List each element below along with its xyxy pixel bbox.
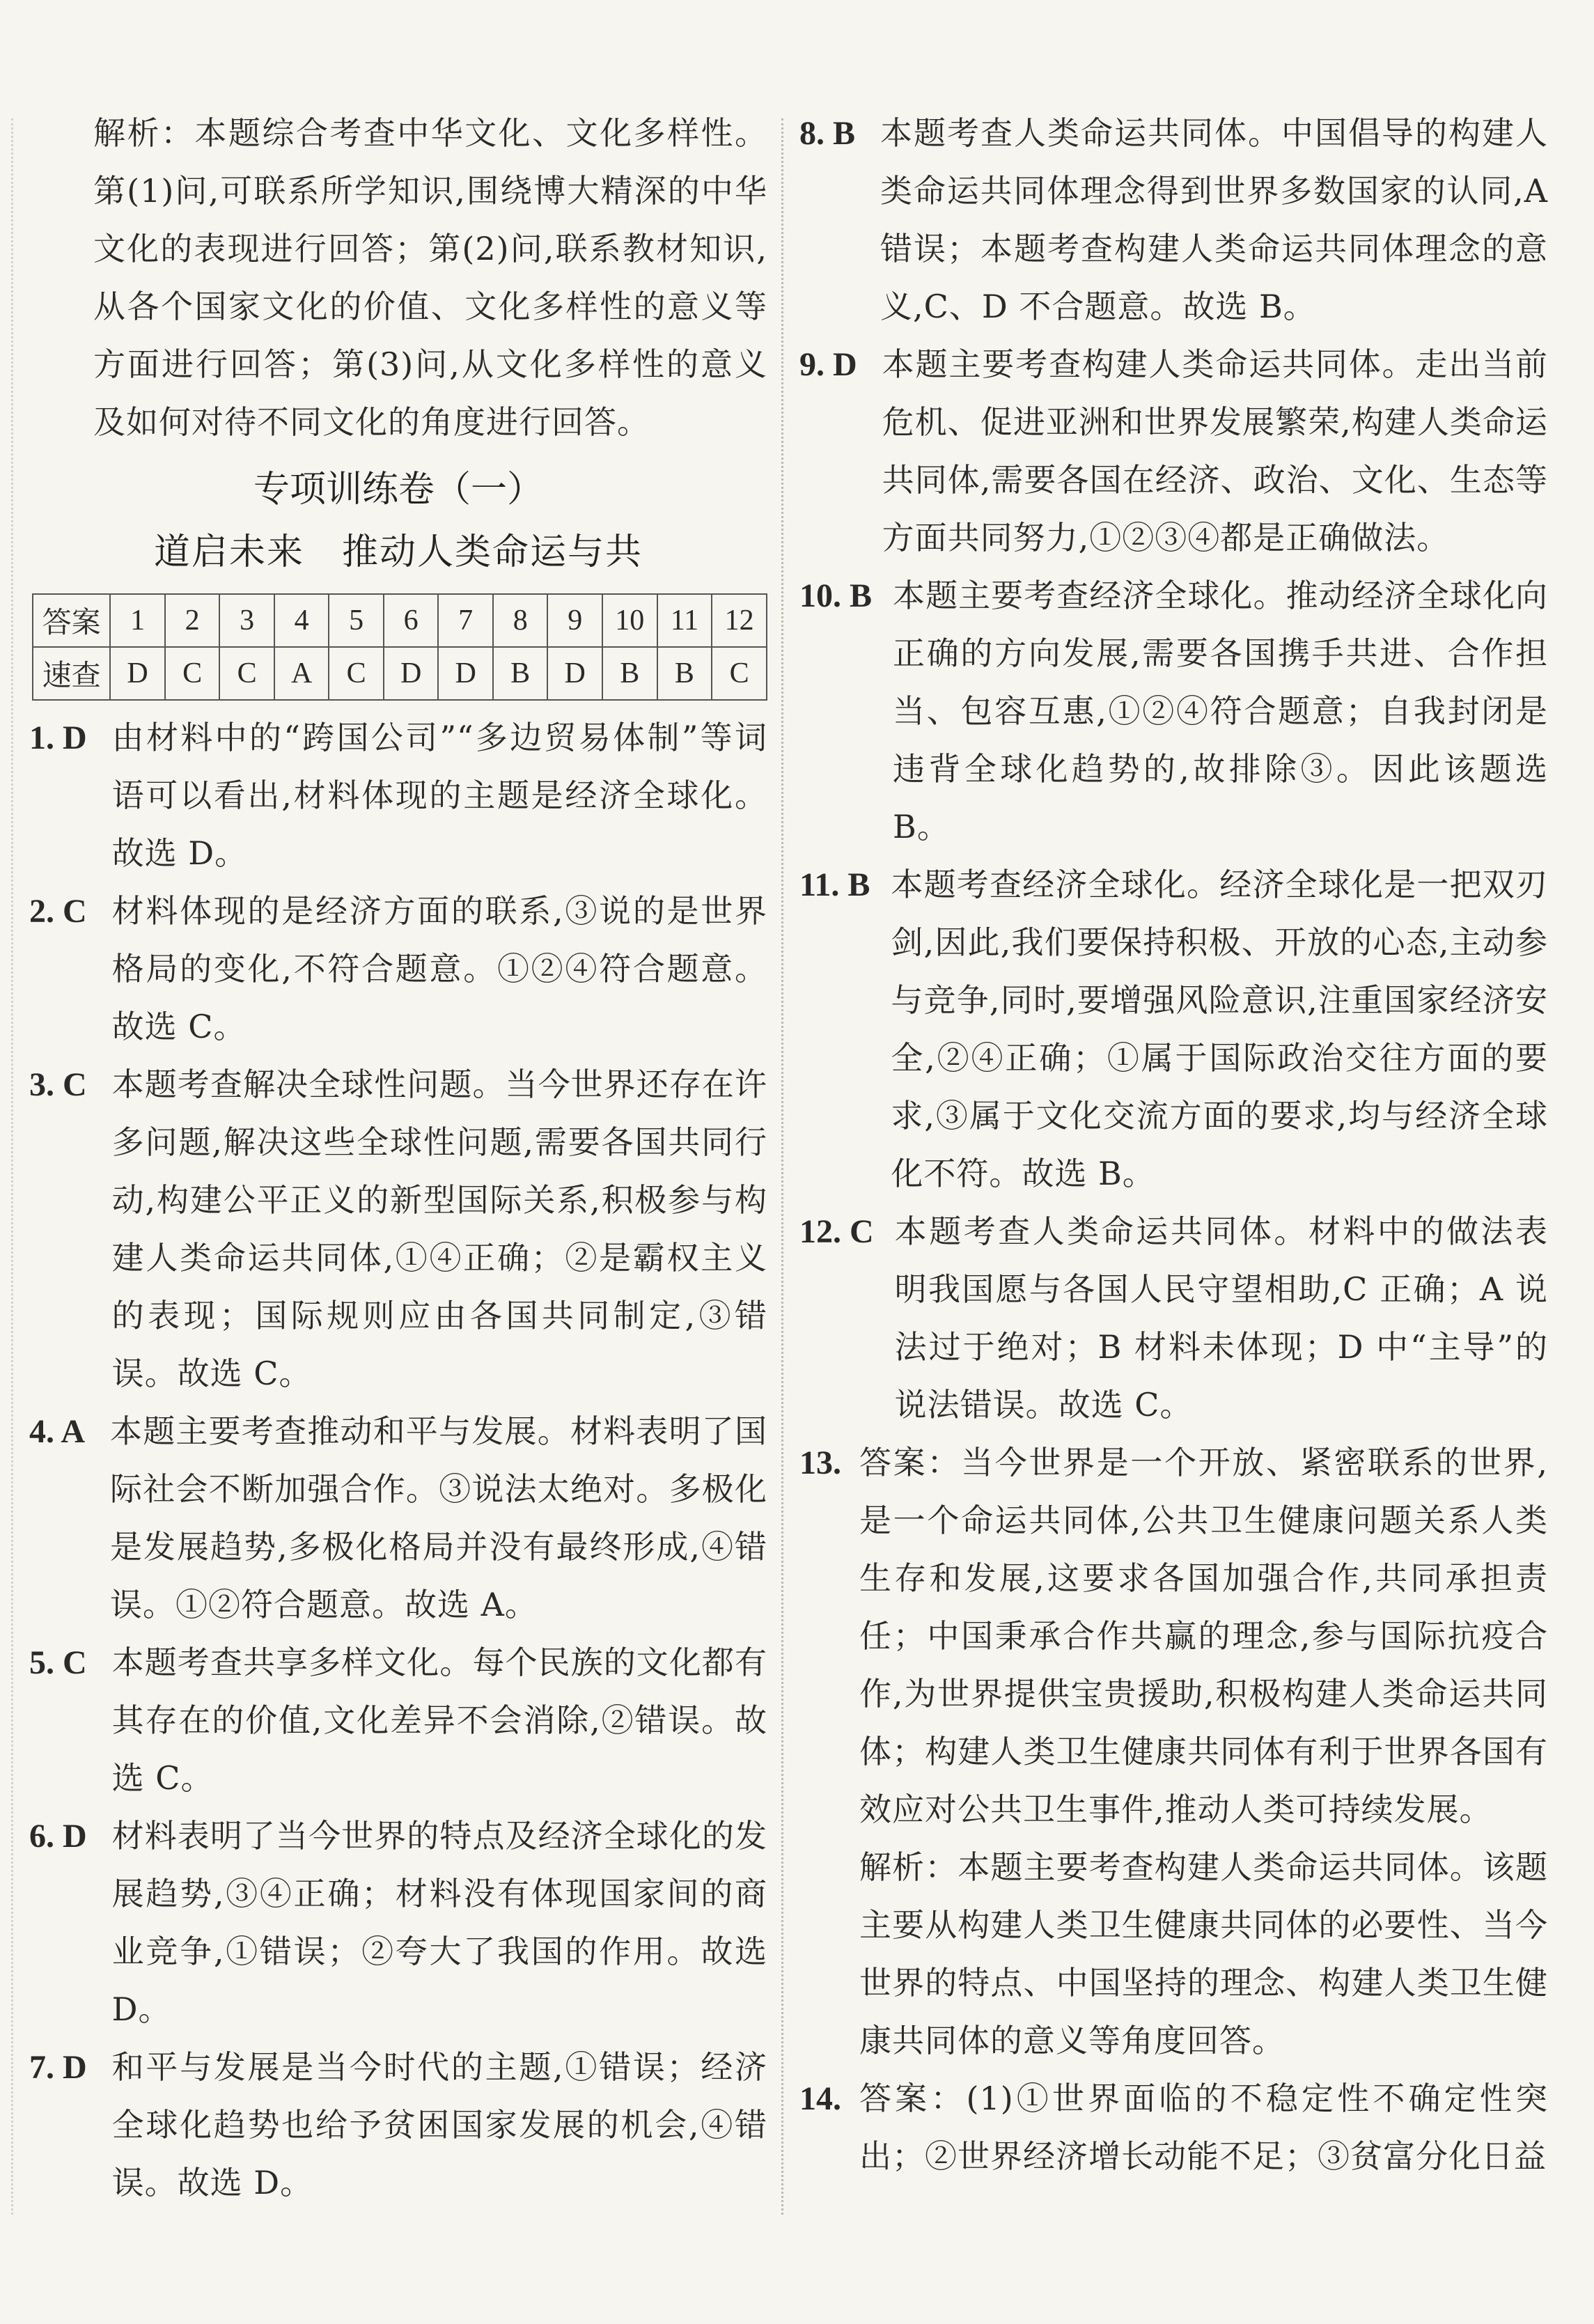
answer-table-answer: B <box>657 647 712 700</box>
answer-item <box>799 336 1548 567</box>
item-number: 6. D <box>29 1818 87 1855</box>
question-14 <box>799 2070 1548 2185</box>
answer-table-header-label: 答案 <box>33 594 110 647</box>
item-number: 11. B <box>799 866 870 903</box>
q14-answer-label: 答案： <box>859 2080 967 2117</box>
left-margin-dotted-line <box>11 118 13 2215</box>
answer-table-number: 12 <box>712 594 767 647</box>
answer-table-number: 7 <box>438 594 493 647</box>
item-number: 1. D <box>29 719 87 756</box>
q13-answer-text: 当今世界是一个开放、紧密联系的世界,是一个命运共同体,公共卫生健康问题关系人类生存和发展,这要求各国加强合作,共同承担责任；中国秉承合作共赢的理念,参与国际抗疫合作,为世界提供宝贵援助,积极构建人类命运共同体；构建人类卫生健康共同体有利于世界各国有效应对公共卫生事件,推动人类可持续发展。 <box>859 1444 1549 1828</box>
intro-text: 本题综合考查中华文化、文化多样性。第(1)问,可联系所学知识,围绕博大精深的中华文化的表现进行回答；第(2)问,联系教材知识,从各个国家文化的价值、文化多样性的意义等方面进行回答；第(3)问,从文化多样性的意义及如何对待不同文化的角度进行回答。 <box>93 114 768 441</box>
column-divider <box>781 118 783 2215</box>
item-number: 2. C <box>29 893 87 930</box>
answer-item <box>799 567 1548 856</box>
item-number: 9. D <box>799 346 857 383</box>
answer-item <box>29 2038 767 2212</box>
answer-table-number: 9 <box>547 594 602 647</box>
answer-table <box>32 593 767 701</box>
item-text: 本题考查人类命运共同体。材料中的做法表明我国愿与各国人民守望相助,C 正确；A 说法过于绝对；B 材料未体现；D 中“主导”的说法错误。故选 C。 <box>894 1212 1548 1424</box>
item-number: 10. B <box>799 577 873 614</box>
answer-table-answer: D <box>110 647 165 700</box>
q14-body <box>859 2070 1548 2185</box>
answer-table-number: 8 <box>493 594 548 647</box>
item-number: 5. C <box>29 1644 87 1681</box>
item-text: 本题主要考查推动和平与发展。材料表明了国际社会不断加强合作。③说法太绝对。多极化是发展趋势,多极化格局并没有最终形成,④错误。①②符合题意。故选 A。 <box>110 1412 767 1623</box>
q13-answer <box>859 1434 1548 1839</box>
answer-table-answer: A <box>274 647 329 700</box>
answer-table-answer: D <box>438 647 493 700</box>
item-text: 本题考查经济全球化。经济全球化是一把双刃剑,因此,我们要保持积极、开放的心态,主动参与竞争,同时,要增强风险意识,注重国家经济安全,②④正确；①属于国际政治交往方面的要求,③属于文化交流方面的要求,均与经济全球化不符。故选 B。 <box>891 866 1548 1192</box>
item-number: 3. C <box>29 1066 87 1103</box>
item-number: 13. <box>799 1444 841 1481</box>
q13-analysis <box>859 1839 1548 2070</box>
q13-body <box>859 1434 1548 2070</box>
answer-table-answer: B <box>493 647 548 700</box>
intro-label: 解析： <box>93 114 195 152</box>
item-text: 本题主要考查经济全球化。推动经济全球化向正确的方向发展,需要各国携手共进、合作担当、包容互惠,①②④符合题意；自我封闭是违背全球化趋势的,故排除③。因此该题选 B。 <box>893 577 1548 845</box>
answer-table-number-row <box>33 594 767 647</box>
item-text: 本题主要考查构建人类命运共同体。走出当前危机、促进亚洲和世界发展繁荣,构建人类命运共同体,需要各国在经济、政治、文化、生态等方面共同努力,①②③④都是正确做法。 <box>882 345 1548 556</box>
item-number: 8. B <box>799 115 856 152</box>
item-text: 本题考查解决全球性问题。当今世界还存在许多问题,解决这些全球性问题,需要各国共同行动,构建公平正义的新型国际关系,积极参与构建人类命运共同体,①④正确；②是霸权主义的表现；国际规则应由各国共同制定,③错误。故选 C。 <box>111 1066 767 1392</box>
answer-table-number: 5 <box>329 594 384 647</box>
answer-table-answer-row <box>33 647 767 700</box>
answer-item <box>29 1403 767 1634</box>
q13-analysis-text: 本题主要考查构建人类命运共同体。该题主要从构建人类卫生健康共同体的必要性、当今世界的特点、中国坚持的理念、构建人类卫生健康共同体的意义等角度回答。 <box>859 1848 1549 2059</box>
question-13 <box>799 1434 1548 2070</box>
answer-table-answer: B <box>602 647 657 700</box>
item-number: 14. <box>799 2080 841 2117</box>
answer-item <box>29 709 767 882</box>
item-text: 材料体现的是经济方面的联系,③说的是世界格局的变化,不符合题意。①②④符合题意。故选 C。 <box>111 892 767 1045</box>
answer-table-answer: C <box>219 647 274 700</box>
answer-item <box>799 856 1548 1203</box>
section-subtitle: 道启未来 推动人类命运与共 <box>153 531 643 573</box>
answer-table-answer: D <box>384 647 439 700</box>
item-text: 由材料中的“跨国公司”“多边贸易体制”等词语可以看出,材料体现的主题是经济全球化。故选 D。 <box>111 719 767 872</box>
intro-analysis <box>29 104 767 451</box>
answer-table-number: 6 <box>384 594 439 647</box>
item-number: 4. A <box>29 1413 86 1450</box>
answer-table-answer: C <box>329 647 384 700</box>
item-text: 材料表明了当今世界的特点及经济全球化的发展趋势,③④正确；材料没有体现国家间的商业竞争,①错误；②夸大了我国的作用。故选 D。 <box>111 1817 767 2028</box>
left-column <box>29 104 767 2212</box>
q13-answer-label: 答案： <box>859 1444 962 1481</box>
answer-item <box>29 882 767 1056</box>
item-text: 本题考查共享多样文化。每个民族的文化都有其存在的价值,文化差异不会消除,②错误。故选 C。 <box>111 1644 767 1797</box>
item-number: 12. C <box>799 1213 874 1250</box>
answer-item <box>29 1634 767 1807</box>
answer-table-row-label: 速查 <box>33 647 110 700</box>
answer-table-answer: D <box>547 647 602 700</box>
answer-table-number: 3 <box>219 594 274 647</box>
answer-item <box>29 1807 767 2038</box>
section-title: 专项训练卷（一） <box>253 469 543 510</box>
item-text: 本题考查人类命运共同体。中国倡导的构建人类命运共同体理念得到世界多数国家的认同,A 错误；本题考查构建人类命运共同体理念的意义,C、D 不合题意。故选 B。 <box>880 114 1548 325</box>
answer-table-number: 4 <box>274 594 329 647</box>
answer-table-answer: C <box>165 647 220 700</box>
answer-table-number: 1 <box>110 594 165 647</box>
answer-table-number: 11 <box>657 594 712 647</box>
item-text: 和平与发展是当今时代的主题,①错误；经济全球化趋势也给予贫困国家发展的机会,④错误。故选 D。 <box>111 2048 767 2201</box>
q14-answer <box>859 2070 1548 2185</box>
right-column <box>799 104 1548 2185</box>
q14-answer-text: (1)①世界面临的不稳定性不确定性突出；②世界经济增长动能不足；③贫富分化日益 <box>859 2080 1549 2175</box>
answer-table-answer: C <box>712 647 767 700</box>
answer-table-number: 2 <box>165 594 220 647</box>
item-number: 7. D <box>29 2049 87 2086</box>
answer-item <box>799 104 1548 336</box>
answer-item <box>799 1203 1548 1434</box>
answer-table-number: 10 <box>602 594 657 647</box>
q13-analysis-label: 解析： <box>859 1848 958 1886</box>
answer-item <box>29 1056 767 1403</box>
